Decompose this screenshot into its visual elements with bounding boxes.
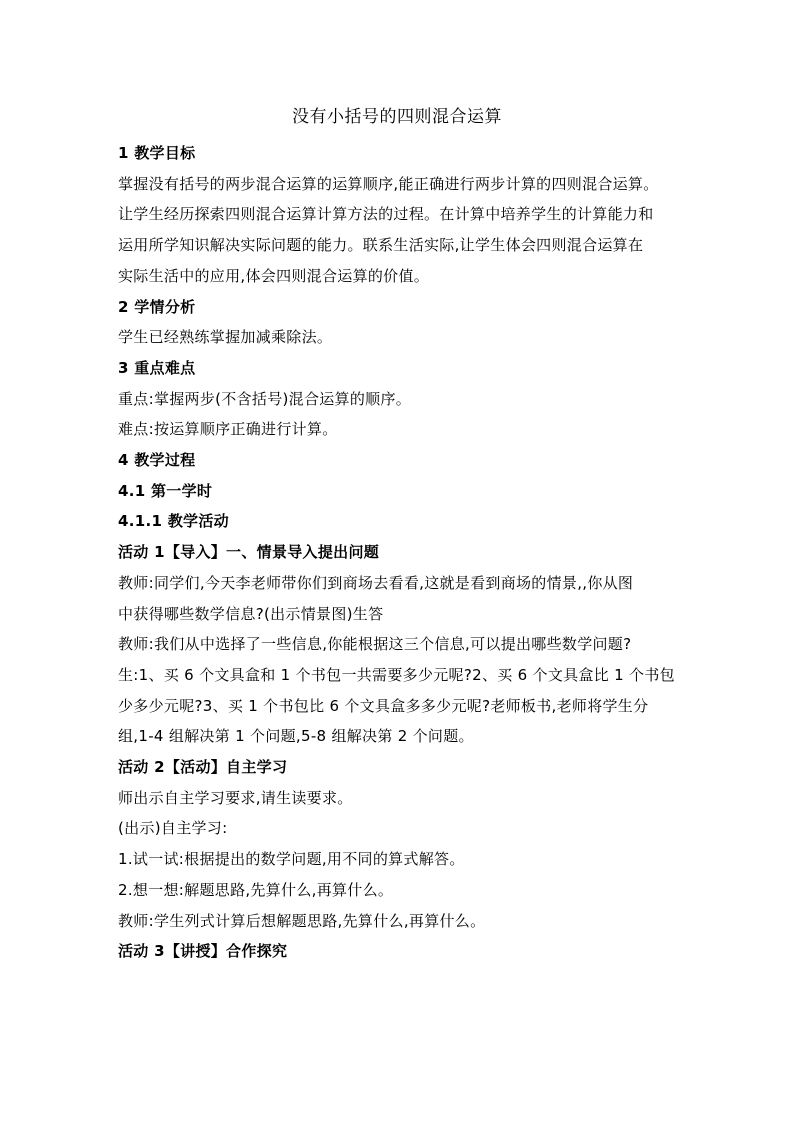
document-title: 没有小括号的四则混合运算 bbox=[292, 107, 502, 127]
body-text-line: 教师:我们从中选择了一些信息,你能根据这三个信息,可以提出哪些数学问题? bbox=[118, 635, 632, 654]
body-text-line: 教师:同学们,今天李老师带你们到商场去看看,这就是看到商场的情景,,你从图 bbox=[118, 573, 634, 592]
body-text-line: 教师:学生列式计算后想解题思路,先算什么,再算什么。 bbox=[118, 911, 486, 930]
section-heading: 1 教学目标 bbox=[118, 144, 196, 162]
body-text-line: 学生已经熟练掌握加减乘除法。 bbox=[118, 328, 333, 347]
section-heading: 4.1 第一学时 bbox=[118, 481, 213, 500]
section-heading: 活动 3【讲授】合作探究 bbox=[118, 942, 288, 961]
section-heading: 活动 1【导入】一、情景导入提出问题 bbox=[118, 543, 380, 562]
section-heading: 3 重点难点 bbox=[118, 358, 196, 377]
section-heading: 2 学情分析 bbox=[118, 297, 196, 316]
body-text-line: 生:1、买 6 个文具盒和 1 个书包一共需要多少元呢?2、买 6 个文具盒比 1 个书包 bbox=[118, 665, 675, 684]
body-text-line: 组,1-4 组解决第 1 个问题,5-8 组解决第 2 个问题。 bbox=[118, 727, 474, 746]
body-text-line: 少多少元呢?3、买 1 个书包比 6 个文具盒多多少元呢?老师板书,老师将学生分 bbox=[118, 696, 649, 715]
body-text-line: 重点:掌握两步(不含括号)混合运算的顺序。 bbox=[118, 389, 412, 408]
body-text-line: 掌握没有括号的两步混合运算的运算顺序,能正确进行两步计算的四则混合运算。 bbox=[118, 174, 659, 193]
body-text-line: 1.试一试:根据提出的数学问题,用不同的算式解答。 bbox=[118, 850, 465, 869]
body-text-line: 让学生经历探索四则混合运算计算方法的过程。在计算中培养学生的计算能力和 bbox=[118, 205, 654, 224]
body-text-line: 师出示自主学习要求,请生读要求。 bbox=[118, 788, 353, 807]
section-heading: 4.1.1 教学活动 bbox=[118, 512, 229, 531]
section-heading: 活动 2【活动】自主学习 bbox=[118, 758, 288, 776]
body-text-line: 2.想一想:解题思路,先算什么,再算什么。 bbox=[118, 880, 394, 899]
body-text-line: (出示)自主学习: bbox=[118, 819, 228, 838]
section-heading: 4 教学过程 bbox=[118, 451, 196, 469]
body-text-line: 中获得哪些数学信息?(出示情景图)生答 bbox=[118, 604, 384, 623]
body-text-line: 难点:按运算顺序正确进行计算。 bbox=[118, 420, 338, 439]
body-text-line: 运用所学知识解决实际问题的能力。联系生活实际,让学生体会四则混合运算在 bbox=[118, 236, 644, 255]
body-text-line: 实际生活中的应用,体会四则混合运算的价值。 bbox=[118, 266, 430, 285]
